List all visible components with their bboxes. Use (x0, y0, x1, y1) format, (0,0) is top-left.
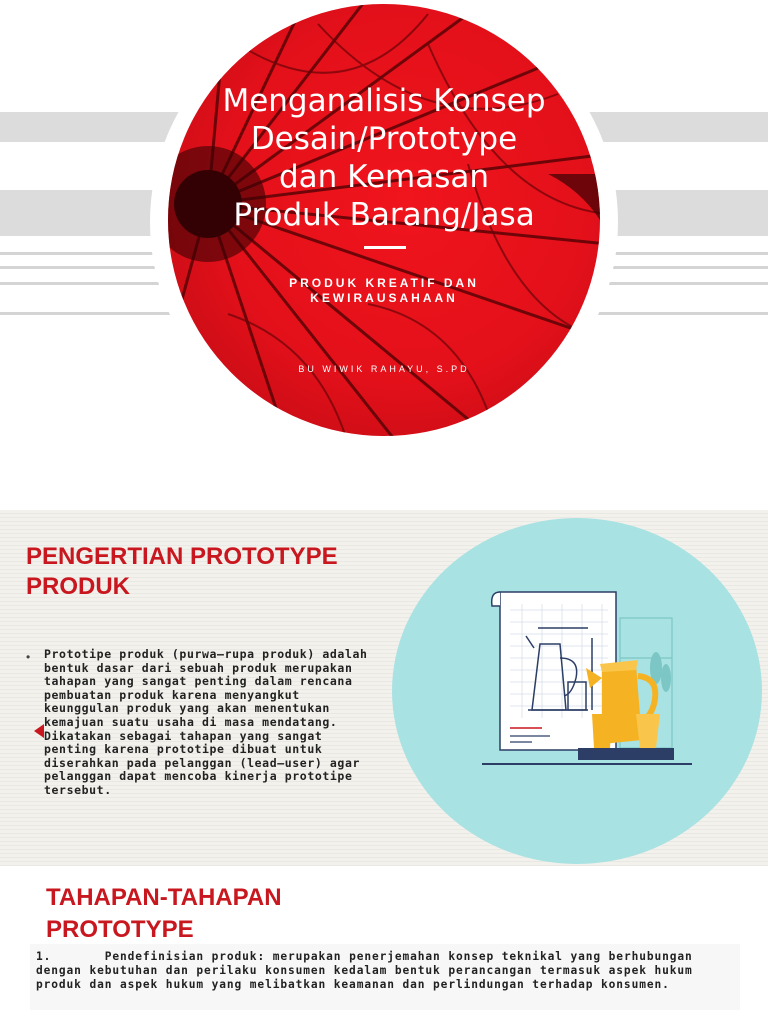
definition-slide (0, 510, 768, 866)
subtitle-line: PRODUK KREATIF DAN (289, 276, 479, 290)
heading-line: PRODUK (26, 573, 131, 600)
title-line: Produk Barang/Jasa (233, 197, 535, 233)
stage-item (36, 950, 736, 992)
title-line: dan Kemasan (278, 159, 490, 195)
slide-heading (46, 882, 346, 946)
heading-line: TAHAPAN-TAHAPAN (46, 884, 282, 911)
item-text: Pendefinisian produk: merupakan penerjemahan konsep teknikal yang berhubungan dengan kebutuhan dan perilaku konsumen kedalam bentuk perancangan termasuk aspek hukum produk dan aspek hukum yang melibatkan keamanan dan perlindungan terhadap konsumen. (36, 950, 693, 991)
author-name: BU WIWIK RAHAYU, S.PD (298, 364, 470, 374)
presentation-subtitle (248, 276, 520, 306)
red-arrow-icon (34, 724, 44, 738)
illustration-circle (392, 518, 762, 864)
definition-paragraph: Prototipe produk (purwa–rupa produk) adalah bentuk dasar dari sebuah produk merupakan tahapan yang sangat penting dalam rencana pembuatan produk karena menyangkut keunggulan produk yang akan menentukan kemajuan suatu usaha di masa mendatang. Dikatakan sebagai tahapan yang sangat penting karena prototipe dibuat untuk diserahkan pada pelanggan (lead–user) agar pelanggan dapat mencoba kinerja prototipe tersebut. (44, 647, 368, 797)
title-line: Desain/Prototype (250, 121, 518, 157)
heading-line: PENGERTIAN PROTOTYPE (26, 543, 338, 570)
bullet-icon: • (26, 650, 31, 664)
title-slide (0, 0, 768, 480)
subtitle-line: KEWIRAUSAHAAN (310, 291, 458, 305)
blueprint-kettle-illustration-icon (392, 518, 762, 864)
heading-line: PROTOTYPE (46, 916, 194, 943)
stages-slide (0, 866, 768, 1024)
slide-heading (26, 542, 366, 602)
title-divider (364, 246, 406, 249)
item-number: 1. (36, 950, 52, 963)
title-line: Menganalisis Konsep (222, 83, 546, 119)
presentation-title (168, 82, 600, 234)
